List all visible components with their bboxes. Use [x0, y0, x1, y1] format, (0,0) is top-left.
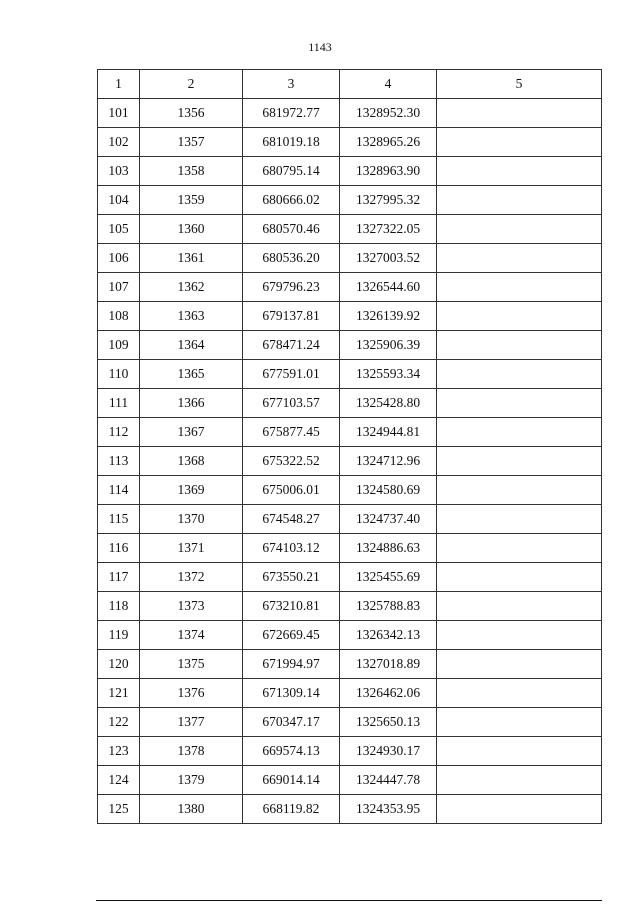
cell-y-coordinate: 1324580.69 — [340, 476, 437, 505]
cell-row-number: 115 — [98, 505, 140, 534]
cell-y-coordinate: 1325428.80 — [340, 389, 437, 418]
column-header-3: 3 — [243, 70, 340, 99]
cell-y-coordinate: 1324930.17 — [340, 737, 437, 766]
cell-y-coordinate: 1326462.06 — [340, 679, 437, 708]
cell-x-coordinate: 668119.82 — [243, 795, 340, 824]
cell-x-coordinate: 673210.81 — [243, 592, 340, 621]
cell-y-coordinate: 1325455.69 — [340, 563, 437, 592]
table-row — [98, 128, 602, 157]
cell-row-number: 108 — [98, 302, 140, 331]
cell-y-coordinate: 1325650.13 — [340, 708, 437, 737]
cell-x-coordinate: 671309.14 — [243, 679, 340, 708]
cell-x-coordinate: 674103.12 — [243, 534, 340, 563]
cell-y-coordinate: 1327018.89 — [340, 650, 437, 679]
cell-x-coordinate: 675322.52 — [243, 447, 340, 476]
footer-rule — [96, 900, 602, 901]
cell-note — [437, 650, 602, 679]
cell-point-id: 1370 — [140, 505, 243, 534]
table-row — [98, 302, 602, 331]
cell-note — [437, 157, 602, 186]
cell-note — [437, 534, 602, 563]
table-row — [98, 592, 602, 621]
cell-point-id: 1369 — [140, 476, 243, 505]
cell-x-coordinate: 670347.17 — [243, 708, 340, 737]
cell-note — [437, 128, 602, 157]
cell-y-coordinate: 1324447.78 — [340, 766, 437, 795]
cell-x-coordinate: 675006.01 — [243, 476, 340, 505]
cell-y-coordinate: 1324712.96 — [340, 447, 437, 476]
cell-point-id: 1358 — [140, 157, 243, 186]
table-row — [98, 534, 602, 563]
table-row — [98, 737, 602, 766]
cell-y-coordinate: 1325906.39 — [340, 331, 437, 360]
cell-point-id: 1364 — [140, 331, 243, 360]
cell-x-coordinate: 680795.14 — [243, 157, 340, 186]
cell-x-coordinate: 669014.14 — [243, 766, 340, 795]
table-row — [98, 766, 602, 795]
cell-y-coordinate: 1324737.40 — [340, 505, 437, 534]
cell-note — [437, 418, 602, 447]
cell-row-number: 121 — [98, 679, 140, 708]
cell-note — [437, 186, 602, 215]
cell-note — [437, 215, 602, 244]
cell-point-id: 1371 — [140, 534, 243, 563]
cell-point-id: 1375 — [140, 650, 243, 679]
cell-note — [437, 302, 602, 331]
table-row — [98, 708, 602, 737]
cell-point-id: 1368 — [140, 447, 243, 476]
cell-x-coordinate: 675877.45 — [243, 418, 340, 447]
table-row — [98, 505, 602, 534]
cell-note — [437, 244, 602, 273]
cell-row-number: 106 — [98, 244, 140, 273]
table-row — [98, 447, 602, 476]
cell-row-number: 124 — [98, 766, 140, 795]
cell-note — [437, 679, 602, 708]
cell-y-coordinate: 1327003.52 — [340, 244, 437, 273]
cell-point-id: 1356 — [140, 99, 243, 128]
cell-y-coordinate: 1327322.05 — [340, 215, 437, 244]
cell-note — [437, 389, 602, 418]
column-header-4: 4 — [340, 70, 437, 99]
cell-row-number: 125 — [98, 795, 140, 824]
cell-note — [437, 476, 602, 505]
cell-point-id: 1379 — [140, 766, 243, 795]
cell-y-coordinate: 1328952.30 — [340, 99, 437, 128]
cell-x-coordinate: 679796.23 — [243, 273, 340, 302]
cell-row-number: 119 — [98, 621, 140, 650]
cell-y-coordinate: 1324353.95 — [340, 795, 437, 824]
cell-x-coordinate: 672669.45 — [243, 621, 340, 650]
cell-row-number: 111 — [98, 389, 140, 418]
column-header-5: 5 — [437, 70, 602, 99]
cell-point-id: 1378 — [140, 737, 243, 766]
table-row — [98, 389, 602, 418]
coordinates-table — [97, 69, 602, 824]
cell-y-coordinate: 1328963.90 — [340, 157, 437, 186]
cell-row-number: 112 — [98, 418, 140, 447]
column-header-1: 1 — [98, 70, 140, 99]
cell-row-number: 105 — [98, 215, 140, 244]
cell-note — [437, 708, 602, 737]
cell-row-number: 107 — [98, 273, 140, 302]
cell-x-coordinate: 681019.18 — [243, 128, 340, 157]
table-row — [98, 795, 602, 824]
cell-point-id: 1357 — [140, 128, 243, 157]
table-header-row — [98, 70, 602, 99]
cell-note — [437, 505, 602, 534]
table-row — [98, 244, 602, 273]
table-row — [98, 157, 602, 186]
cell-y-coordinate: 1326139.92 — [340, 302, 437, 331]
cell-point-id: 1359 — [140, 186, 243, 215]
cell-point-id: 1366 — [140, 389, 243, 418]
cell-y-coordinate: 1324886.63 — [340, 534, 437, 563]
cell-x-coordinate: 679137.81 — [243, 302, 340, 331]
cell-row-number: 118 — [98, 592, 140, 621]
cell-row-number: 122 — [98, 708, 140, 737]
cell-note — [437, 360, 602, 389]
cell-row-number: 123 — [98, 737, 140, 766]
cell-x-coordinate: 674548.27 — [243, 505, 340, 534]
cell-y-coordinate: 1325788.83 — [340, 592, 437, 621]
cell-row-number: 101 — [98, 99, 140, 128]
cell-x-coordinate: 671994.97 — [243, 650, 340, 679]
cell-point-id: 1372 — [140, 563, 243, 592]
cell-y-coordinate: 1325593.34 — [340, 360, 437, 389]
cell-x-coordinate: 680666.02 — [243, 186, 340, 215]
table-row — [98, 563, 602, 592]
cell-y-coordinate: 1327995.32 — [340, 186, 437, 215]
cell-row-number: 113 — [98, 447, 140, 476]
column-header-2: 2 — [140, 70, 243, 99]
cell-y-coordinate: 1328965.26 — [340, 128, 437, 157]
table-row — [98, 186, 602, 215]
table-row — [98, 650, 602, 679]
cell-note — [437, 621, 602, 650]
cell-note — [437, 331, 602, 360]
cell-note — [437, 563, 602, 592]
cell-point-id: 1376 — [140, 679, 243, 708]
table-row — [98, 621, 602, 650]
table-row — [98, 215, 602, 244]
cell-point-id: 1361 — [140, 244, 243, 273]
cell-note — [437, 766, 602, 795]
cell-row-number: 103 — [98, 157, 140, 186]
page-number: 1143 — [308, 40, 332, 54]
cell-row-number: 114 — [98, 476, 140, 505]
cell-y-coordinate: 1326544.60 — [340, 273, 437, 302]
cell-x-coordinate: 673550.21 — [243, 563, 340, 592]
cell-note — [437, 99, 602, 128]
cell-row-number: 104 — [98, 186, 140, 215]
table-row — [98, 679, 602, 708]
cell-row-number: 116 — [98, 534, 140, 563]
cell-row-number: 102 — [98, 128, 140, 157]
cell-note — [437, 737, 602, 766]
table-row — [98, 99, 602, 128]
cell-point-id: 1363 — [140, 302, 243, 331]
cell-x-coordinate: 680536.20 — [243, 244, 340, 273]
table-row — [98, 418, 602, 447]
cell-point-id: 1373 — [140, 592, 243, 621]
cell-row-number: 120 — [98, 650, 140, 679]
cell-row-number: 110 — [98, 360, 140, 389]
cell-point-id: 1362 — [140, 273, 243, 302]
cell-row-number: 109 — [98, 331, 140, 360]
cell-x-coordinate: 680570.46 — [243, 215, 340, 244]
table-row — [98, 360, 602, 389]
cell-point-id: 1360 — [140, 215, 243, 244]
table-row — [98, 273, 602, 302]
table-row — [98, 476, 602, 505]
cell-x-coordinate: 677103.57 — [243, 389, 340, 418]
cell-y-coordinate: 1324944.81 — [340, 418, 437, 447]
cell-point-id: 1380 — [140, 795, 243, 824]
cell-note — [437, 273, 602, 302]
cell-point-id: 1365 — [140, 360, 243, 389]
cell-x-coordinate: 681972.77 — [243, 99, 340, 128]
cell-point-id: 1377 — [140, 708, 243, 737]
cell-note — [437, 795, 602, 824]
cell-y-coordinate: 1326342.13 — [340, 621, 437, 650]
cell-x-coordinate: 677591.01 — [243, 360, 340, 389]
cell-point-id: 1367 — [140, 418, 243, 447]
cell-x-coordinate: 678471.24 — [243, 331, 340, 360]
cell-note — [437, 592, 602, 621]
cell-note — [437, 447, 602, 476]
cell-point-id: 1374 — [140, 621, 243, 650]
cell-x-coordinate: 669574.13 — [243, 737, 340, 766]
cell-row-number: 117 — [98, 563, 140, 592]
table-row — [98, 331, 602, 360]
